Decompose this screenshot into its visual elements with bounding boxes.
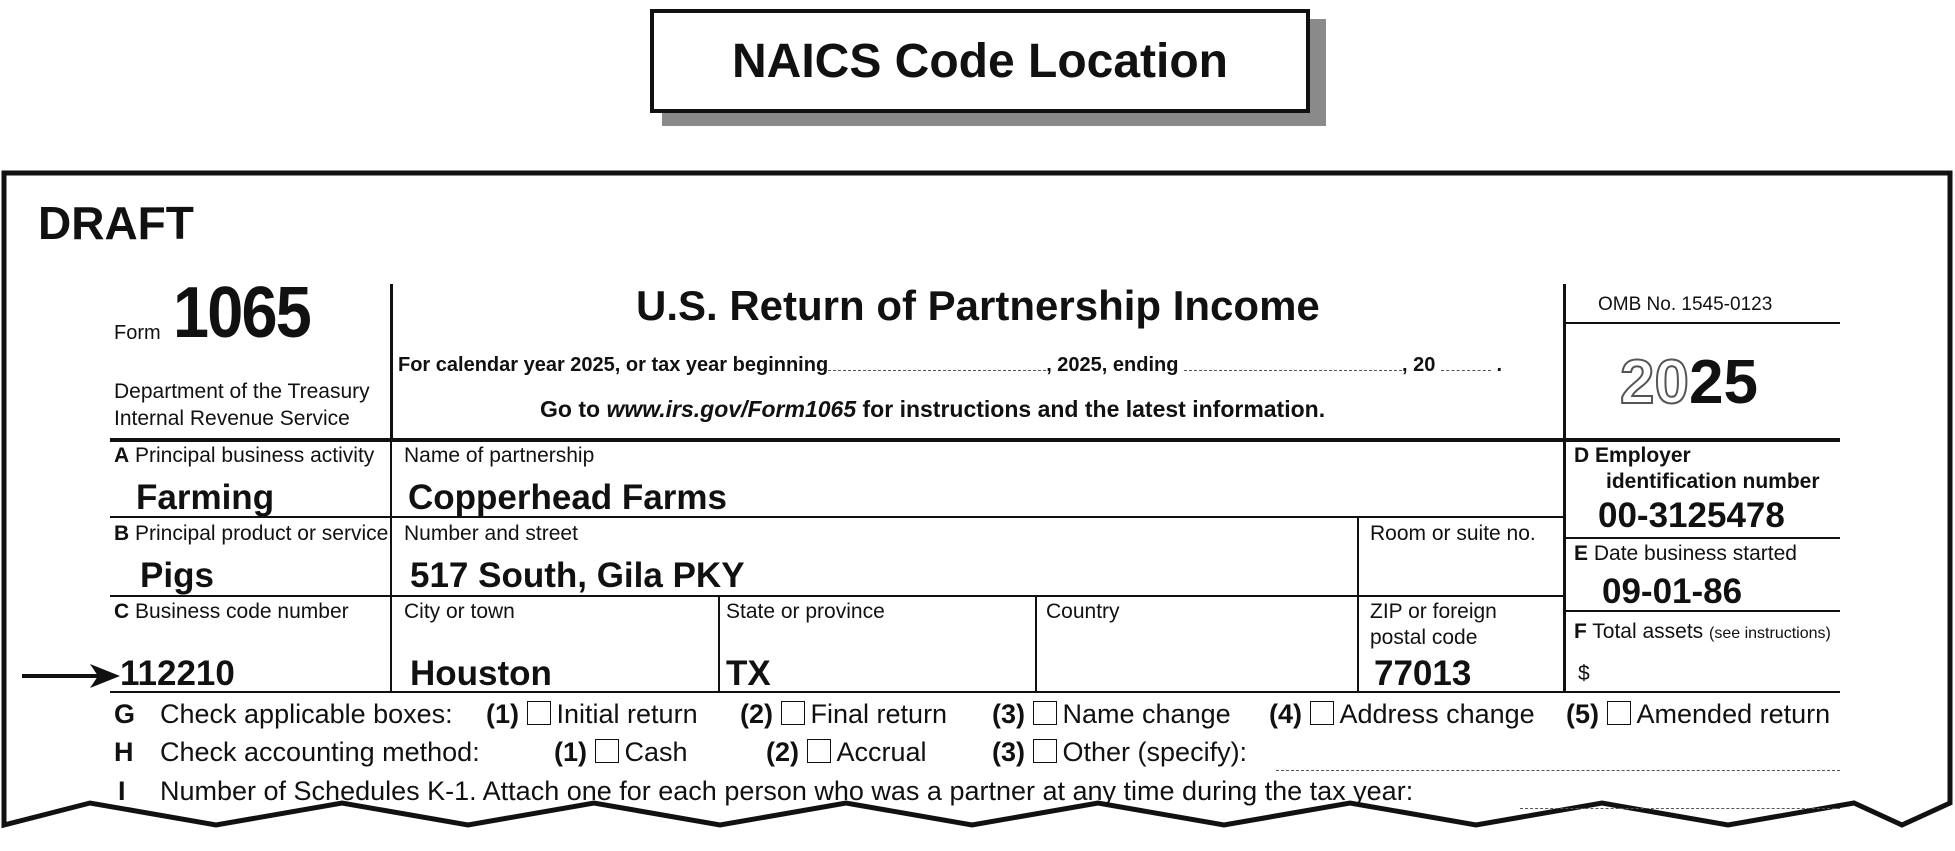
grid-d-e: [1566, 537, 1840, 539]
goto-line: [540, 396, 1325, 423]
field-e-label: E Date business started: [1574, 542, 1797, 565]
checkbox-accrual[interactable]: [807, 739, 831, 763]
k1-count-blank[interactable]: [1520, 808, 1840, 809]
cal-year-b: , 2025, ending: [1046, 354, 1179, 376]
dept-line2: Internal Revenue Service: [114, 407, 350, 430]
h-option-2[interactable]: (2) Accrual: [766, 737, 927, 767]
grid-col1: [390, 440, 392, 692]
country-label: Country: [1046, 600, 1120, 623]
street-label: Number and street: [404, 522, 578, 545]
grid-country: [1035, 595, 1037, 692]
row-i-letter: I: [118, 776, 126, 806]
form-number: 1065: [173, 273, 310, 353]
grid-row2: [110, 516, 1564, 518]
end-year-blank[interactable]: [1441, 370, 1491, 371]
h-option-1[interactable]: (1) Cash: [554, 737, 688, 767]
g-option-5[interactable]: (5) Amended return: [1566, 699, 1831, 729]
draft-label: DRAFT: [38, 197, 194, 249]
checkbox-address-change[interactable]: [1310, 701, 1334, 725]
header-divider-left: [390, 284, 393, 440]
checkbox-amended-return[interactable]: [1607, 701, 1631, 725]
zip-label2: postal code: [1370, 626, 1478, 649]
checkbox-final-return[interactable]: [781, 701, 805, 725]
field-c-label: C Business code number: [114, 600, 349, 623]
checkbox-name-change[interactable]: [1033, 701, 1057, 725]
checkbox-initial-return[interactable]: [527, 701, 551, 725]
goto-url[interactable]: www.irs.gov/Form1065: [606, 396, 857, 422]
g-option-4[interactable]: (4) Address change: [1269, 699, 1535, 729]
checkbox-cash[interactable]: [595, 739, 619, 763]
arrow-right-icon: [20, 662, 120, 690]
checkbox-other[interactable]: [1033, 739, 1057, 763]
total-assets-dollar: $: [1578, 662, 1590, 685]
principal-product-value[interactable]: Pigs: [140, 556, 214, 595]
g-option-1[interactable]: (1) Initial return: [486, 699, 698, 729]
state-value[interactable]: TX: [726, 654, 771, 693]
ein-value[interactable]: 00-3125478: [1598, 496, 1785, 535]
business-code-value[interactable]: 112210: [120, 654, 235, 693]
grid-col-right: [1563, 440, 1566, 692]
grid-bottom: [110, 691, 1840, 693]
row-g-letter: G: [114, 699, 136, 729]
form-word: Form: [114, 322, 161, 344]
goto-text-b: for instructions and the latest information.: [856, 396, 1326, 422]
g-option-3[interactable]: (3) Name change: [992, 699, 1231, 729]
zip-label1: ZIP or foreign: [1370, 600, 1497, 623]
state-label: State or province: [726, 600, 885, 623]
calendar-year-line: [398, 354, 1502, 377]
row-i-label: Number of Schedules K-1. Attach one for each person who was a partner at any time during the tax year:: [160, 776, 1414, 806]
cal-year-a: For calendar year 2025, or tax year beginning: [398, 354, 829, 376]
header-divider-right: [1563, 284, 1566, 440]
partnership-name-label: Name of partnership: [404, 444, 595, 467]
grid-row3: [110, 595, 1564, 597]
grid-top: [110, 438, 1840, 442]
row-h-label: Check accounting method:: [160, 737, 480, 767]
field-f-label: F Total assets (see instructions): [1574, 620, 1831, 643]
h-option-3[interactable]: (3) Other (specify):: [992, 737, 1248, 767]
field-a-label: A Principal business activity: [114, 444, 375, 467]
begin-date-blank[interactable]: [828, 370, 1046, 371]
page-title: NAICS Code Location: [650, 9, 1310, 113]
partnership-name-value[interactable]: Copperhead Farms: [408, 478, 727, 517]
cal-year-c: , 20: [1402, 354, 1436, 376]
omb-divider: [1566, 322, 1840, 324]
tax-year: [1620, 348, 1758, 417]
row-h-letter: H: [114, 737, 134, 767]
main-title: U.S. Return of Partnership Income: [636, 282, 1320, 329]
grid-room: [1357, 516, 1359, 692]
grid-state: [718, 595, 720, 692]
row-g-label: Check applicable boxes:: [160, 699, 453, 729]
room-label: Room or suite no.: [1370, 522, 1536, 545]
tax-year-bold: 25: [1688, 348, 1758, 417]
goto-text-a: Go to: [540, 396, 607, 422]
zip-value[interactable]: 77013: [1374, 654, 1472, 693]
g-option-2[interactable]: (2) Final return: [740, 699, 948, 729]
end-date-blank[interactable]: [1184, 370, 1402, 371]
field-d-label: D Employer: [1574, 444, 1691, 467]
omb-number: OMB No. 1545-0123: [1598, 294, 1773, 315]
other-specify-blank[interactable]: [1276, 770, 1840, 771]
street-value[interactable]: 517 South, Gila PKY: [410, 556, 745, 595]
city-label: City or town: [404, 600, 515, 623]
dept-line1: Department of the Treasury: [114, 380, 370, 403]
cal-year-d: .: [1496, 354, 1503, 376]
principal-activity-value[interactable]: Farming: [136, 478, 275, 517]
city-value[interactable]: Houston: [410, 654, 552, 693]
field-b-label: B Principal product or service: [114, 522, 389, 545]
tax-year-outline: 20: [1620, 348, 1689, 417]
field-d-label2: identification number: [1606, 470, 1820, 493]
date-started-value[interactable]: 09-01-86: [1602, 572, 1743, 611]
